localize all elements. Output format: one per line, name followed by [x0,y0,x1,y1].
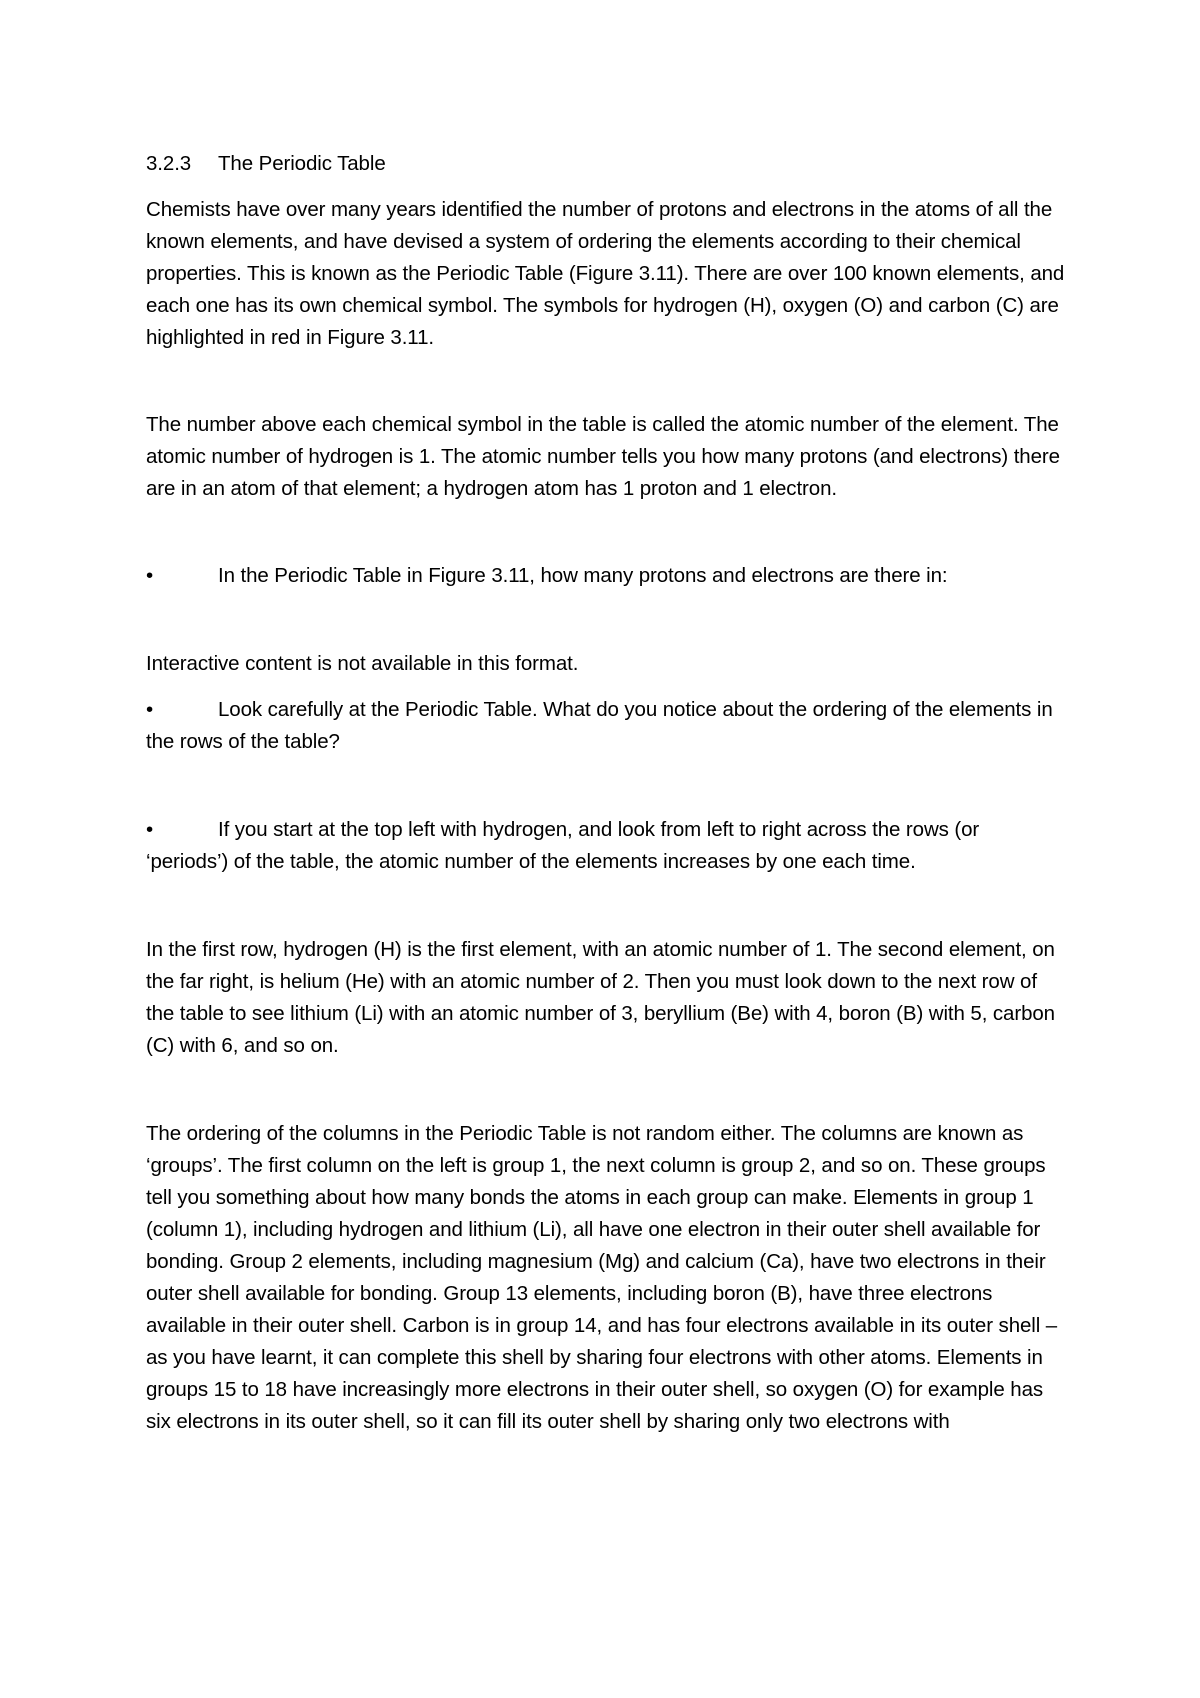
section-heading [146,148,1066,180]
document-body [146,148,1066,1438]
section-title: The Periodic Table [218,152,386,175]
bullet-text: If you start at the top left with hydrogen, and look from left to right across the rows (or ‘periods’) of the table, the atomic number of the elements increases by one each time. [146,818,980,873]
bullet-icon: • [146,818,154,841]
bullet-item-protons-question [146,560,1066,592]
bullet-icon: • [146,698,154,721]
section-number: 3.2.3 [146,152,192,175]
paragraph-intro: Chemists have over many years identified the number of protons and electrons in the atoms of all the known elements, and have devised a system of ordering the elements according to their chemical properties. This is known as the Periodic Table (Figure 3.11). There are over 100 known elements, and each one has its own chemical symbol. The symbols for hydrogen (H), oxygen (O) and carbon (C) are highlighted in red in Figure 3.11. [146,198,1065,349]
paragraph-first-row: In the first row, hydrogen (H) is the first element, with an atomic number of 1. The second element, on the far right, is helium (He) with an atomic number of 2. Then you must look down to the next row of the table to see lithium (Li) with an atomic number of 3, beryllium (Be) with 4, boron (B) with 5, carbon (C) with 6, and so on. [146,938,1055,1057]
bullet-item-ordering-answer [146,814,1066,878]
bullet-text: Look carefully at the Periodic Table. What do you notice about the ordering of the elements in the rows of the table? [146,698,1053,753]
bullet-icon: • [146,564,154,587]
bullet-text: In the Periodic Table in Figure 3.11, how many protons and electrons are there in: [218,564,948,587]
interactive-content-note: Interactive content is not available in this format. [146,652,579,675]
paragraph-groups: The ordering of the columns in the Periodic Table is not random either. The columns are known as ‘groups’. The first column on the left is group 1, the next column is group 2, and so on. These groups tell you something about how many bonds the atoms in each group can make. Elements in group 1 (column 1), including hydrogen and lithium (Li), all have one electron in their outer shell available for bonding. Group 2 elements, including magnesium (Mg) and calcium (Ca), have two electrons in their outer shell available for bonding. Group 13 elements, including boron (B), have three electrons available in their outer shell. Carbon is in group 14, and has four electrons available in its outer shell – as you have learnt, it can complete this shell by sharing four electrons with other atoms. Elements in groups 15 to 18 have increasingly more electrons in their outer shell, so oxygen (O) for example has six electrons in its outer shell, so it can fill its outer shell by sharing only two electrons with [146,1122,1058,1433]
bullet-item-ordering-question [146,694,1066,758]
paragraph-atomic-number: The number above each chemical symbol in the table is called the atomic number of the element. The atomic number of hydrogen is 1. The atomic number tells you how many protons (and electrons) there are in an atom of that element; a hydrogen atom has 1 proton and 1 electron. [146,413,1060,500]
